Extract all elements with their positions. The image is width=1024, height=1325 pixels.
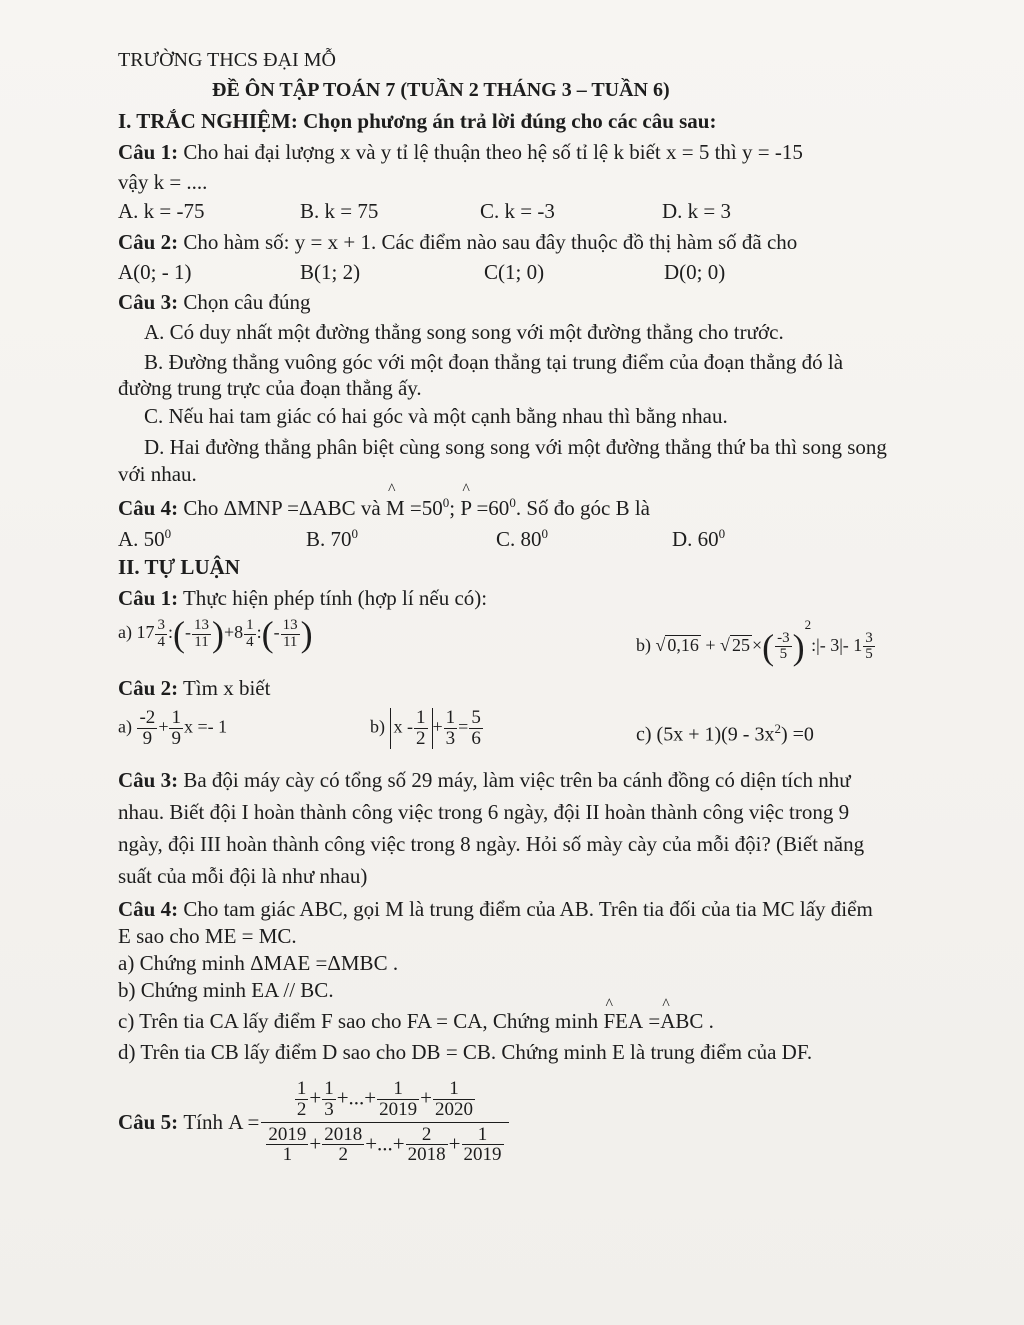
fraction [433, 1079, 475, 1120]
q3-label: Câu 3: [118, 290, 179, 314]
c1-b-label: b) [636, 635, 651, 655]
q2-option-a: A(0; - 1) [118, 260, 192, 284]
operator: + [420, 1084, 432, 1109]
q1-option-c: C. k = -3 [480, 199, 555, 223]
operator: +...+ [365, 1130, 405, 1155]
q1-text-cont: vậy k = .... [118, 170, 208, 194]
paren: ) [300, 614, 313, 654]
c3-label: Câu 3: [118, 768, 179, 792]
numerator: 1 [377, 1079, 419, 1100]
c1-expr-a [118, 616, 313, 652]
denominator: 2020 [435, 1098, 473, 1120]
q2 [118, 232, 797, 253]
c5-denominator [261, 1123, 508, 1166]
fraction [266, 1125, 308, 1166]
q4 [118, 496, 650, 519]
q4-option-a-text: A. 50 [118, 527, 165, 551]
numerator: 3 [865, 629, 873, 646]
q2-option-b: B(1; 2) [300, 260, 361, 284]
numerator: 1 [416, 707, 426, 728]
operator: + [309, 1084, 322, 1109]
numerator: 5 [471, 707, 481, 728]
fraction [469, 708, 483, 749]
denominator: 4 [246, 633, 254, 650]
q4-text: Cho ΔMNP =ΔABC và [183, 496, 381, 520]
c2-label: Câu 2: [118, 676, 179, 700]
numerator: 1 [433, 1079, 475, 1100]
numerator: 3 [157, 616, 165, 633]
q4-option-d [672, 527, 725, 550]
c3-line1: Ba đội máy cày có tổng số 29 máy, làm việc trên ba cánh đồng có diện tích như [183, 768, 851, 792]
fraction [155, 618, 167, 651]
degree: 0 [718, 526, 726, 541]
c5-text: Tính [183, 1109, 224, 1134]
exponent: 2 [804, 617, 812, 632]
operator: = [458, 716, 469, 737]
q3-option-d: D. Hai đường thẳng phân biệt cùng song song với một đường thẳng thứ ba thì song song [144, 435, 887, 459]
fraction [414, 708, 428, 749]
c4-part-c-text: c) Trên tia CA lấy điểm F sao cho FA = CA, Chứng minh [118, 1009, 599, 1033]
abs-var: x - [393, 716, 413, 737]
c1-a-label: a) [118, 622, 132, 643]
operator: + [309, 1130, 322, 1155]
q2-option-d: D(0; 0) [664, 260, 726, 284]
c3 [118, 770, 851, 791]
angle-m-text: M =50 [385, 496, 443, 520]
angle-p [460, 496, 516, 519]
q1-label: Câu 1: [118, 140, 179, 164]
numerator: 2018 [324, 1123, 363, 1145]
sqrt-arg: 25 [731, 635, 750, 655]
c2-c-end: ) =0 [780, 723, 814, 746]
paren: ( [173, 614, 185, 654]
operator: : [256, 622, 262, 643]
c1-expr-b [636, 618, 876, 665]
fraction [322, 1079, 336, 1120]
denominator: 2019 [379, 1098, 418, 1120]
operator: + [158, 716, 169, 737]
c4-part-b: b) Chứng minh EA // BC. [118, 978, 334, 1002]
c3-line2: nhau. Biết đội I hoàn thành công việc trong 6 ngày, đội II hoàn thành công việc trong 9 [118, 800, 850, 824]
numerator: 1 [171, 707, 181, 728]
numerator: 2019 [268, 1123, 307, 1145]
paren: ( [762, 626, 775, 667]
angle-fea: ^ FEA [603, 1011, 643, 1032]
q2-label: Câu 2: [118, 230, 179, 254]
numerator: 1 [462, 1125, 504, 1146]
fraction [462, 1125, 504, 1166]
q3-option-c: C. Nếu hai tam giác có hai góc và một cạnh bằng nhau thì bằng nhau. [144, 404, 728, 428]
denominator: 11 [282, 633, 298, 650]
fraction [192, 618, 211, 651]
fraction [169, 708, 183, 749]
c5 [118, 1064, 509, 1180]
fraction [775, 631, 792, 664]
c2-expr-a [118, 708, 227, 749]
part1-heading: I. TRẮC NGHIỆM: Chọn phương án trả lời đúng cho các câu sau: [118, 109, 717, 133]
q1-option-b: B. k = 75 [300, 199, 379, 223]
q4-option-c-text: C. 80 [496, 527, 542, 551]
numerator: 1 [296, 1077, 307, 1099]
degree: 0 [541, 526, 549, 541]
c2-c-label: c) [636, 723, 652, 746]
paren: ( [261, 614, 274, 654]
fraction [406, 1125, 448, 1166]
fraction [444, 708, 458, 749]
numerator: -3 [777, 629, 790, 646]
c4-label: Câu 4: [118, 897, 179, 921]
part2-heading: II. TỰ LUẬN [118, 555, 240, 579]
q1-option-a: A. k = -75 [118, 199, 205, 223]
q4-text-end: . Số đo góc B là [515, 496, 650, 520]
c4 [118, 899, 873, 920]
numerator: 1 [445, 707, 456, 728]
q1 [118, 142, 803, 163]
operator: = [648, 1009, 661, 1033]
c5-lhs: A = [228, 1109, 260, 1134]
paren: ) [792, 626, 805, 667]
numerator: 2 [406, 1125, 448, 1146]
c2-text: Tìm x biết [182, 676, 271, 700]
degree: 0 [351, 526, 359, 541]
c1 [118, 588, 487, 609]
denominator: 3 [324, 1098, 334, 1120]
q1-option-d: D. k = 3 [662, 199, 732, 223]
denominator: 9 [142, 727, 153, 749]
angle-abc: ^ ABC [660, 1011, 703, 1032]
c2-b-label: b) [370, 716, 385, 737]
fraction [863, 631, 875, 664]
c2-c-expr: (5x + 1)(9 - 3x [656, 723, 775, 746]
absolute-value [390, 708, 433, 749]
numerator: 1 [324, 1077, 334, 1099]
denominator: 1 [282, 1144, 293, 1166]
angle-p-text: P =60 [460, 496, 510, 520]
degree: 0 [442, 495, 450, 510]
q3-option-d-cont: với nhau. [118, 462, 197, 486]
exponent: 2 [774, 721, 781, 736]
c1-text: Thực hiện phép tính (hợp lí nếu có): [182, 586, 488, 610]
numerator: -2 [139, 707, 156, 728]
denominator: 2 [416, 727, 426, 749]
q4-option-b [306, 527, 358, 550]
operator: +...+ [336, 1084, 377, 1109]
period: . [708, 1009, 714, 1033]
operator: - [185, 622, 191, 643]
fraction [137, 708, 157, 749]
c4-line2: E sao cho ME = MC. [118, 924, 297, 948]
c5-big-fraction [261, 1079, 508, 1166]
sqrt-symbol: √ [655, 635, 666, 655]
numerator: 1 [246, 616, 254, 633]
c3-line4: suất của mỗi đội là như nhau) [118, 864, 368, 888]
operator: + [705, 635, 716, 655]
school-name: TRƯỜNG THCS ĐẠI MỖ [118, 49, 336, 71]
c5-numerator [261, 1079, 508, 1123]
c3-line3: ngày, đội III hoàn thành công việc trong 8 ngày. Hỏi số mày cày của mỗi đội? (Biết năng [118, 832, 865, 856]
c4-part-d: d) Trên tia CB lấy điểm D sao cho DB = CB. Chứng minh E là trung điểm của DF. [118, 1040, 813, 1064]
mixed-whole: +8 [224, 622, 244, 643]
c2-expr-b [370, 708, 484, 749]
degree: 0 [164, 526, 172, 541]
c2-a-label: a) [118, 716, 132, 737]
fraction [244, 618, 256, 651]
paren: ) [212, 614, 224, 654]
exam-title: ĐỀ ÔN TẬP TOÁN 7 (TUẦN 2 THÁNG 3 – TUẦN 6) [212, 79, 670, 101]
c4-part-a: a) Chứng minh ΔMAE =ΔMBC . [118, 951, 399, 975]
q1-text: Cho hai đại lượng x và y tỉ lệ thuận theo hệ số tỉ lệ k biết x = 5 thì y = -15 [183, 140, 803, 164]
q4-label: Câu 4: [118, 496, 179, 520]
q3-text: Chọn câu đúng [183, 290, 311, 314]
q3-option-b: B. Đường thẳng vuông góc với một đoạn thẳng tại trung điểm của đoạn thẳng đó là [144, 350, 844, 374]
degree: 0 [509, 495, 516, 510]
operator: + [432, 716, 443, 737]
operator: + [448, 1130, 461, 1155]
denominator: 2018 [407, 1144, 446, 1166]
fraction [322, 1125, 364, 1166]
denominator: 5 [779, 646, 788, 663]
fraction [295, 1079, 309, 1120]
denominator: 6 [471, 727, 481, 749]
numerator: 13 [282, 616, 298, 633]
denominator: 5 [865, 646, 873, 663]
q3-option-b-cont: đường trung trực của đoạn thẳng ấy. [118, 376, 422, 400]
denominator: 3 [445, 727, 456, 749]
c2 [118, 678, 270, 699]
operator: : [167, 622, 173, 643]
angle-m [386, 496, 449, 519]
c4-part-c [118, 1011, 714, 1032]
separator: ; [449, 496, 456, 520]
denominator: 9 [171, 727, 181, 749]
operator: - [273, 622, 280, 643]
denominator: 11 [194, 633, 209, 650]
q2-option-c: C(1; 0) [484, 260, 545, 284]
c2-expr-c [636, 722, 814, 745]
q4-option-c [496, 527, 548, 550]
denominator: 2 [296, 1098, 307, 1120]
sqrt-arg: 0,16 [667, 635, 699, 655]
operator: × [751, 635, 763, 655]
denominator: 2019 [463, 1144, 502, 1166]
q4-option-b-text: B. 70 [306, 527, 352, 551]
fraction [377, 1079, 419, 1120]
denominator: 4 [157, 633, 165, 650]
operator: :|- 3|- 1 [811, 635, 863, 655]
q4-option-a [118, 527, 171, 550]
c1-label: Câu 1: [118, 586, 179, 610]
q3-option-a: A. Có duy nhất một đường thẳng song song với một đường thẳng cho trước. [144, 320, 784, 344]
q4-option-d-text: D. 60 [672, 527, 719, 551]
numerator: 13 [194, 616, 209, 633]
c5-label: Câu 5: [118, 1109, 179, 1134]
q3 [118, 292, 311, 313]
c4-line1: Cho tam giác ABC, gọi M là trung điểm của AB. Trên tia đối của tia MC lấy điểm [183, 897, 873, 921]
sqrt-symbol: √ [720, 635, 730, 655]
fraction [281, 618, 300, 651]
expression-end: x =- 1 [183, 716, 228, 737]
q2-text: Cho hàm số: y = x + 1. Các điểm nào sau đây thuộc đồ thị hàm số đã cho [183, 230, 798, 254]
denominator: 2 [338, 1144, 348, 1166]
mixed-whole: 17 [136, 622, 155, 643]
